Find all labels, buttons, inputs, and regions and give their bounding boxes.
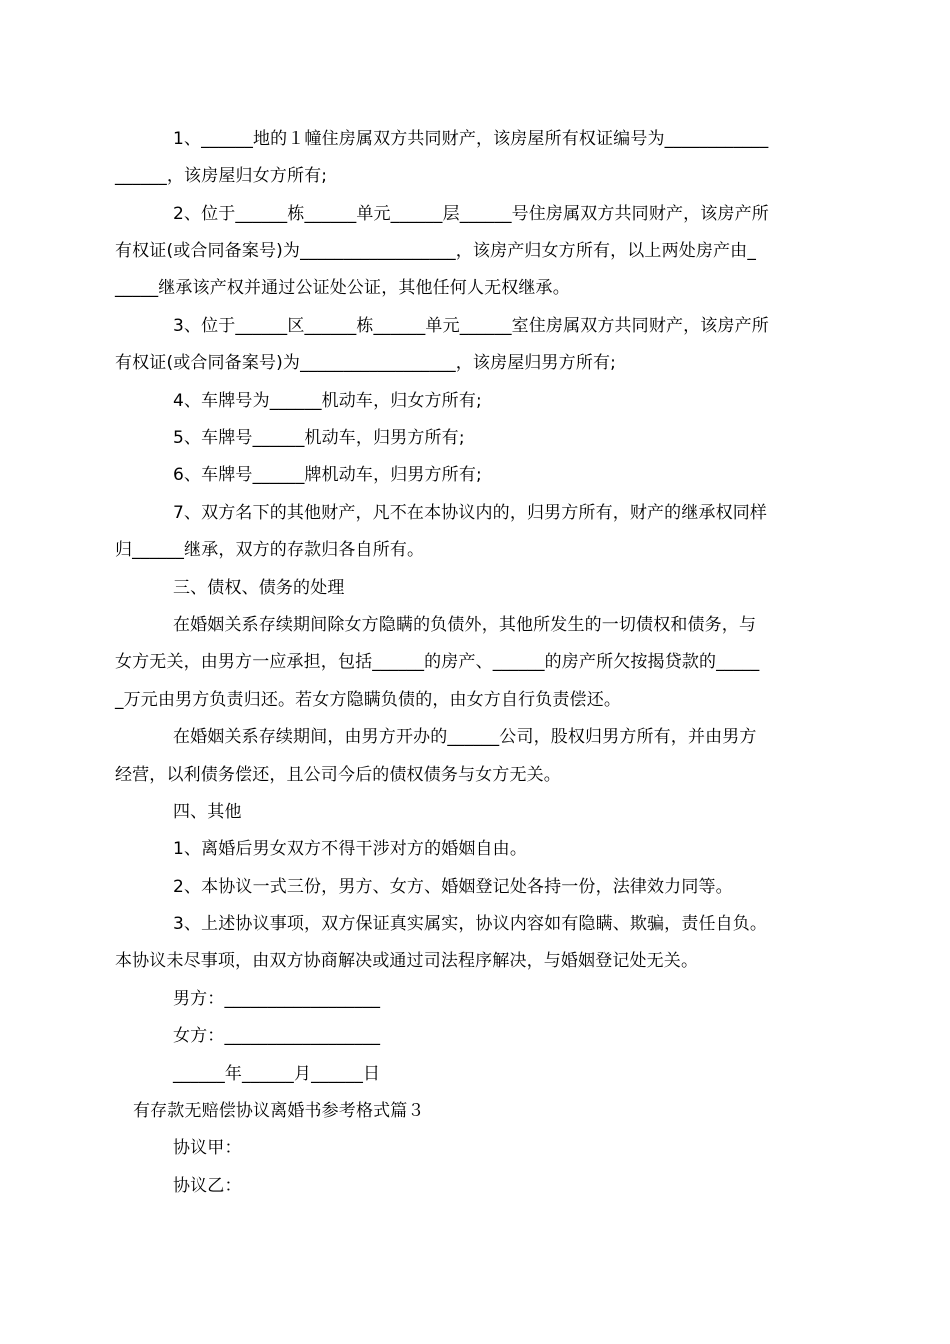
paragraph-line: 有权证(或合同备案号)为__________________，该房屋归男方所有; <box>115 353 616 373</box>
party-b-label: 协议乙： <box>173 1176 242 1196</box>
paragraph-line: 经营，以利债务偿还，且公司今后的债权债务与女方无关。 <box>115 765 561 785</box>
paragraph-line: _____继承该产权并通过公证处公证，其他任何人无权继承。 <box>115 278 570 298</box>
paragraph-line: 6、车牌号______牌机动车，归男方所有; <box>173 465 482 485</box>
paragraph-line: 2、位于______栋______单元______层______号住房属双方共同财产，该房产所 <box>173 204 769 224</box>
paragraph-line: _万元由男方负责归还。若女方隐瞒负债的，由女方自行负责偿还。 <box>115 690 621 710</box>
paragraph-line: 3、位于______区______栋______单元______室住房属双方共同财产，该房产所 <box>173 316 769 336</box>
section-heading: 四、其他 <box>173 802 242 822</box>
paragraph-line: 4、车牌号为______机动车，归女方所有; <box>173 391 482 411</box>
paragraph-line: 3、上述协议事项，双方保证真实属实，协议内容如有隐瞒、欺骗，责任自负。 <box>173 914 768 934</box>
paragraph-line: 5、车牌号______机动车，归男方所有; <box>173 428 465 448</box>
paragraph-line: ______，该房屋归女方所有; <box>115 166 328 186</box>
paragraph-line: 女方无关，由男方一应承担，包括______的房产、______的房产所欠按揭贷款的_____ <box>115 652 760 672</box>
paragraph-line: 1、离婚后男女双方不得干涉对方的婚姻自由。 <box>173 839 527 859</box>
paragraph-line: 7、双方名下的其他财产，凡不在本协议内的，归男方所有，财产的继承权同样 <box>173 503 768 523</box>
signature-line-female: 女方：__________________ <box>173 1026 381 1046</box>
paragraph-line: 有权证(或合同备案号)为__________________，该房产归女方所有，以上两处房产由_ <box>115 241 756 261</box>
article-title: 有存款无赔偿协议离婚书参考格式篇３ <box>133 1101 425 1121</box>
paragraph-line: 在婚姻关系存续期间除女方隐瞒的负债外，其他所发生的一切债权和债务，与 <box>173 615 757 635</box>
paragraph-line: 本协议未尽事项，由双方协商解决或通过司法程序解决，与婚姻登记处无关。 <box>115 951 699 971</box>
paragraph-line: 1、______地的１幢住房属双方共同财产，该房屋所有权证编号为____________ <box>173 129 769 149</box>
section-heading: 三、债权、债务的处理 <box>173 578 345 598</box>
paragraph-line: 2、本协议一式三份，男方、女方、婚姻登记处各持一份，法律效力同等。 <box>173 877 733 897</box>
paragraph-line: 归______继承，双方的存款归各自所有。 <box>115 540 425 560</box>
paragraph-line: 在婚姻关系存续期间，由男方开办的______公司，股权归男方所有，并由男方 <box>173 727 757 747</box>
date-line: ______年______月______日 <box>173 1064 381 1084</box>
party-a-label: 协议甲： <box>173 1138 242 1158</box>
signature-line-male: 男方：__________________ <box>173 989 381 1009</box>
